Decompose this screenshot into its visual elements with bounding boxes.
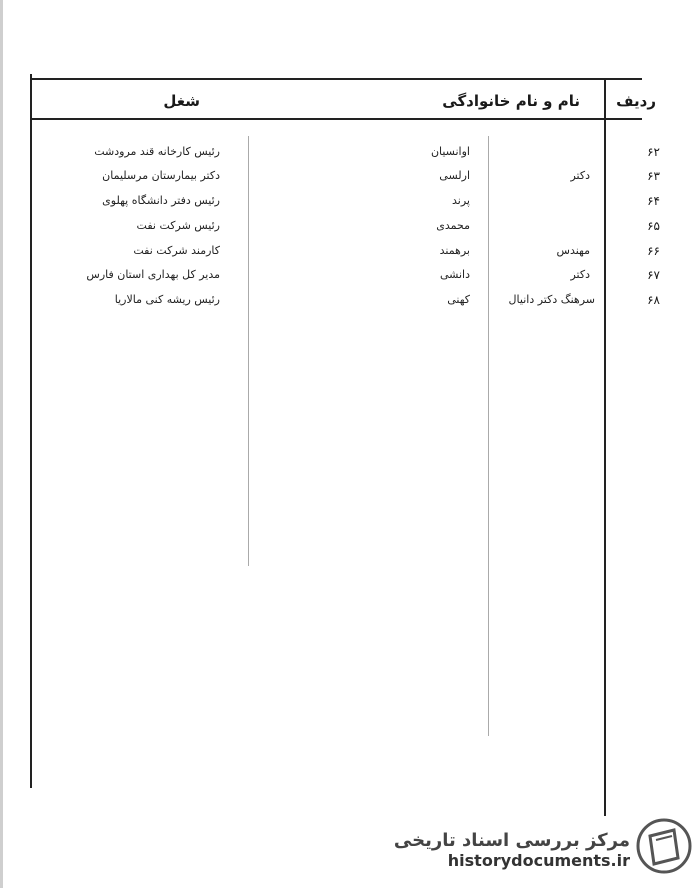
- row-title: دکتر: [570, 169, 590, 182]
- row-number: ۶۶: [647, 244, 660, 258]
- row-name: محمدی: [436, 219, 470, 232]
- row-name: ارلسی: [439, 169, 470, 182]
- row-occupation: رئیس شرکت نفت: [136, 219, 220, 232]
- row-number: ۶۳: [647, 169, 660, 183]
- table-divider-name-job: [248, 136, 249, 566]
- row-number: ۶۷: [647, 268, 660, 282]
- scan-edge: [0, 0, 3, 888]
- table-header-rule: [32, 118, 642, 120]
- row-occupation: رئیس کارخانه قند مرودشت: [94, 145, 220, 158]
- row-title: سرهنگ دکتر دانیال: [508, 293, 595, 306]
- header-occupation: شغل: [163, 92, 200, 110]
- row-title: دکتر: [570, 268, 590, 281]
- row-number: ۶۵: [647, 219, 660, 233]
- row-occupation: مدیر کل بهداری استان فارس: [86, 268, 220, 281]
- row-name: دانشی: [440, 268, 470, 281]
- table-top-rule: [32, 78, 642, 80]
- row-occupation: رئیس دفتر دانشگاه پهلوی: [102, 194, 220, 207]
- archive-watermark: [394, 830, 630, 870]
- row-name: برهمند: [439, 244, 470, 257]
- row-title: مهندس: [556, 244, 590, 257]
- row-occupation: رئیس ریشه کنی مالاریا: [114, 293, 220, 306]
- header-full-name: نام و نام خانوادگی: [442, 92, 580, 110]
- row-number: ۶۲: [647, 145, 660, 159]
- watermark-site: historydocuments.ir: [447, 851, 630, 870]
- archive-logo-icon: [636, 818, 692, 874]
- row-number: ۶۸: [647, 293, 660, 307]
- row-name: پرند: [452, 194, 470, 207]
- row-occupation: کارمند شرکت نفت: [133, 244, 220, 257]
- table-left-border: [30, 74, 32, 788]
- row-name: اوانسیان: [430, 145, 470, 158]
- row-name: کهنی: [447, 293, 470, 306]
- row-number: ۶۴: [647, 194, 660, 208]
- table-divider-title-name: [488, 136, 489, 736]
- watermark-title: مرکز بررسی اسناد تاریخی: [393, 830, 630, 851]
- row-occupation: دکتر بیمارستان مرسلیمان: [102, 169, 220, 182]
- header-row-number: ردیف: [616, 92, 656, 110]
- table-right-border: [604, 78, 606, 816]
